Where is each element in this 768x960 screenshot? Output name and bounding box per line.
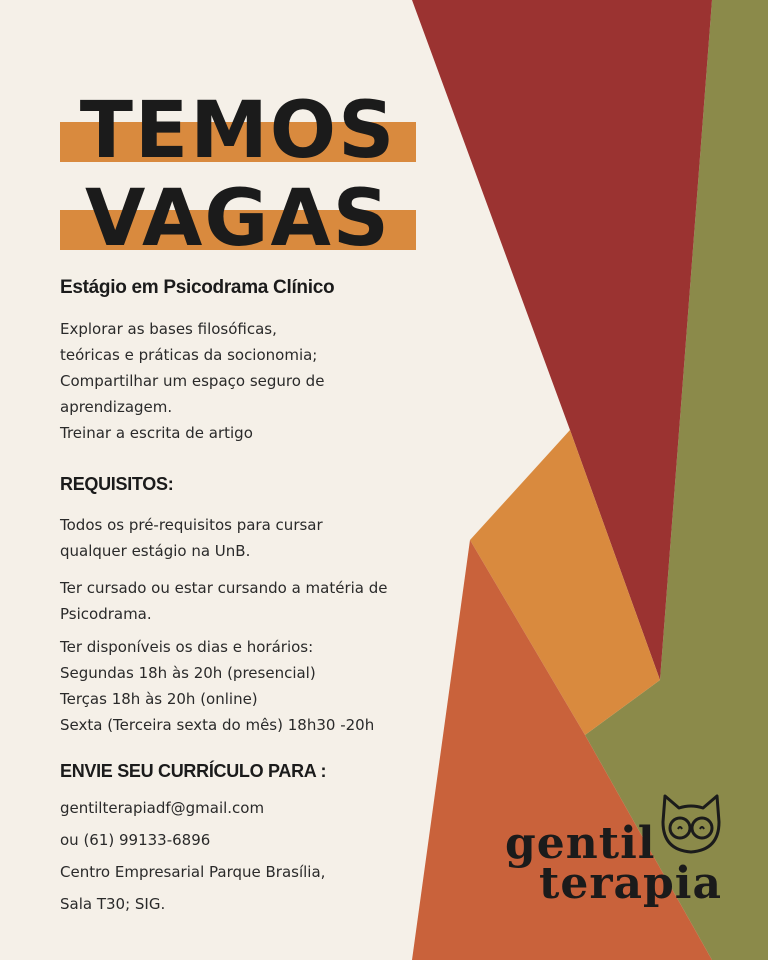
requirement-line: Ter cursado ou estar cursando a matéria de — [60, 579, 388, 597]
contact-email: gentilterapiadf@gmail.com — [60, 799, 265, 817]
requirement-line: Todos os pré-requisitos para cursar — [60, 516, 323, 534]
intro-line: teóricas e práticas da socionomia; — [60, 346, 318, 364]
contact-address-line2: Sala T30; SIG. — [60, 895, 166, 913]
headline-temos — [60, 86, 420, 176]
intro-line: Compartilhar um espaço seguro de — [60, 372, 325, 390]
requirement-1 — [60, 512, 323, 564]
requirement-line: Ter disponíveis os dias e horários: — [60, 638, 314, 656]
gentil-terapia-logo — [505, 792, 735, 912]
intro-line: Treinar a escrita de artigo — [60, 424, 253, 442]
intro-line: aprendizagem. — [60, 398, 173, 416]
requirement-3 — [60, 634, 374, 738]
contact-phone: ou (61) 99133-6896 — [60, 831, 211, 849]
cat-with-glasses-icon — [655, 792, 727, 856]
contact-title: ENVIE SEU CURRÍCULO PARA : — [60, 761, 327, 781]
requirement-2 — [60, 575, 388, 627]
intro-line: Explorar as bases filosóficas, — [60, 320, 277, 338]
requirement-line: Terças 18h às 20h (online) — [60, 690, 258, 708]
logo-word-terapia: terapia — [539, 858, 722, 909]
requirement-line: Segundas 18h às 20h (presencial) — [60, 664, 316, 682]
intro-paragraph — [60, 316, 324, 446]
internship-subtitle: Estágio em Psicodrama Clínico — [60, 277, 335, 298]
logo-word-gentil: gentil — [505, 818, 656, 869]
requirement-line: qualquer estágio na UnB. — [60, 542, 251, 560]
contact-address-line1: Centro Empresarial Parque Brasília, — [60, 863, 326, 881]
headline-word-vagas: VAGAS — [84, 174, 391, 264]
headline-vagas — [60, 174, 420, 264]
requirement-line: Sexta (Terceira sexta do mês) 18h30 -20h — [60, 716, 375, 734]
requirements-title: REQUISITOS: — [60, 474, 174, 494]
requirement-line: Psicodrama. — [60, 605, 152, 623]
headline-word-temos: TEMOS — [79, 86, 397, 176]
